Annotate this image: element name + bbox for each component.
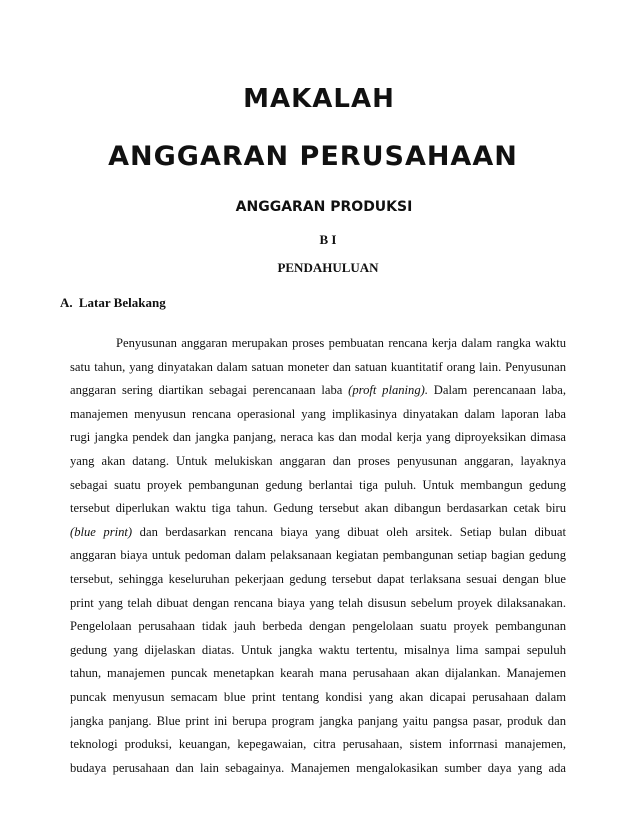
paragraph-line: anggaran biaya untuk pedoman dalam pelaksanaan kegiatan pembangunan setiap bagian gedung: [70, 548, 566, 563]
chapter-title: PENDAHULUAN: [277, 260, 379, 275]
paragraph-line: yang akan datang. Untuk melukiskan anggaran dan proses penyusunan anggaran, layaknya: [70, 453, 566, 468]
paragraph-line: manajemen menyusun rencana operasional yang implikasinya dinyatakan dalam laporan laba: [70, 406, 566, 421]
paragraph-line: Penyusunan anggaran merupakan proses pembuatan rencana kerja dalam rangka waktu: [116, 336, 566, 350]
paragraph-line: satu tahun, yang dinyatakan dalam satuan moneter dan satuan kuantitatif orang lain. Penyusunan: [70, 359, 566, 374]
italic-term: (blue print): [70, 524, 133, 539]
line-text: dan berdasarkan rencana biaya yang dibuat oleh arsitek. Setiap bulan dibuat: [132, 524, 566, 539]
paragraph-line: rugi jangka pendek dan jangka panjang, neraca kas dan modal kerja yang diproyeksikan dimasa: [70, 430, 566, 445]
paragraph-line: print yang telah dibuat dengan rencana biaya yang telah disusun sebelum proyek dilaksanakan.: [70, 595, 566, 610]
section-heading: [60, 295, 166, 311]
paragraph-line: Pengelolaan perusahaan tidak jauh berbeda dengan pengelolaan suatu proyek pembangunan: [70, 619, 566, 634]
paragraph-line: tahun, manajemen puncak menetapkan kearah mana perusahaan akan dijalankan. Manajemen: [70, 666, 566, 681]
subtitle: ANGGARAN PRODUKSI: [235, 199, 413, 215]
paragraph-line: [70, 521, 566, 545]
section-number: A.: [60, 295, 73, 310]
title-line-2: ANGGARAN PERUSAHAAN: [108, 141, 518, 172]
paragraph-line: tersebut, sehingga keseluruhan pekerjaan gedung tersebut dapat terlaksana sesuai dengan blue: [70, 571, 566, 586]
paragraph: [70, 332, 566, 780]
paragraph-line: budaya perusahaan dan lain sebagainya. Manajemen mengalokasikan sumber daya yang ada: [70, 760, 566, 775]
paragraph-line: puncak menyusun semacam blue print tentang kondisi yang akan dicapai perusahaan dalam: [70, 689, 566, 704]
paragraph-line: sebagai suatu proyek pembangunan gedung berlantai tiga puluh. Untuk membangun gedung: [70, 477, 566, 492]
title-line-1: MAKALAH: [243, 84, 395, 114]
paragraph-line: jangka panjang. Blue print ini berupa program jangka panjang yaitu pangsa pasar, produk dan: [70, 713, 566, 728]
chapter-number: B I: [319, 232, 337, 247]
line-text: anggaran sering diartikan sebagai perencanaan laba: [70, 383, 349, 398]
paragraph-line: tersebut diperlukan waktu tiga tahun. Gedung tersebut akan dibangun berdasarkan cetak biru: [70, 501, 566, 516]
italic-term: (proft planing).: [348, 383, 428, 398]
section-title: Latar Belakang: [78, 295, 166, 310]
paragraph-line: teknologi produksi, keuangan, kepegawaian, citra perusahaan, sistem inforrnasi manajemen,: [70, 737, 566, 752]
line-text: Dalam perencanaan laba,: [427, 383, 566, 398]
paragraph-line: [70, 379, 566, 403]
paragraph-line: gedung yang dijelaskan diatas. Untuk jangka waktu tertentu, misalnya lima sampai sepuluh: [70, 642, 566, 657]
